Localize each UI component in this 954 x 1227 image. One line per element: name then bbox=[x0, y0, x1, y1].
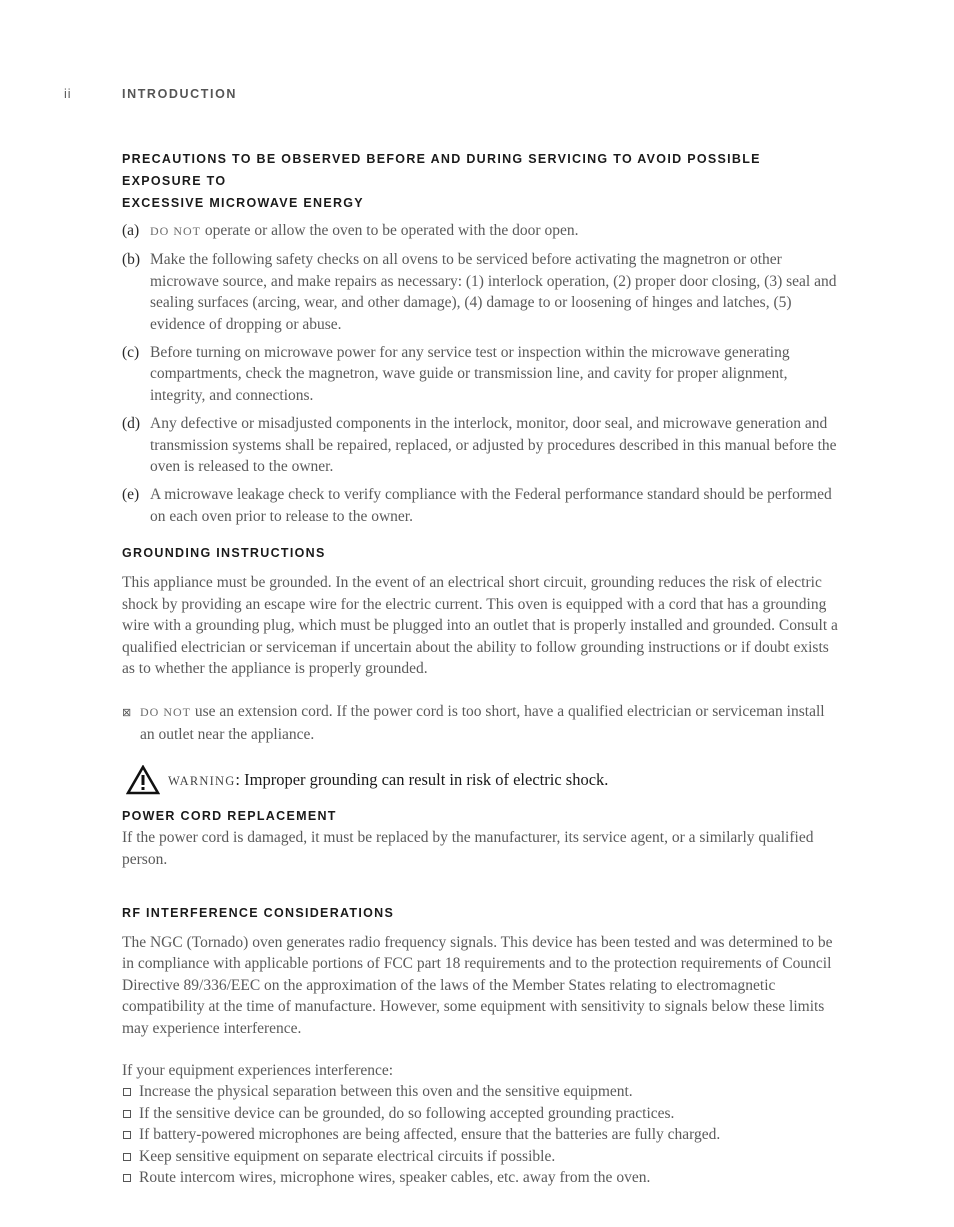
emphasis-do-not: DO NOT bbox=[140, 705, 191, 720]
list-item: If the sensitive device can be grounded, do so following accepted grounding practices. bbox=[122, 1103, 842, 1124]
precaution-item-b bbox=[122, 249, 842, 335]
precaution-item-e bbox=[122, 484, 842, 527]
precautions-heading-line1: PRECAUTIONS TO BE OBSERVED BEFORE AND DURING SERVICING TO AVOID POSSIBLE EXPOSURE TO bbox=[122, 152, 761, 188]
emphasis-do-not: DO NOT bbox=[150, 224, 201, 238]
square-bullet-icon bbox=[123, 1153, 131, 1161]
precaution-item-a bbox=[122, 220, 842, 242]
grounding-body: This appliance must be grounded. In the event of an electrical short circuit, grounding reduces the risk of electric shock by providing an escape wire for the electric current. This oven is equipped with a cord that has a grounding wire with a grounding plug, which must be plugged into an outlet that is properly installed and grounded. Consult a qualified electrician or serviceman if uncertain about the ability to follow grounding instructions or if doubt exists as to whether the appliance is properly grounded. bbox=[122, 574, 838, 677]
warning-text: : Improper grounding can result in risk of electric shock. bbox=[235, 770, 609, 790]
square-bullet-icon bbox=[123, 1110, 131, 1118]
item-text: operate or allow the oven to be operated with the door open. bbox=[201, 222, 579, 239]
item-label: (a) bbox=[122, 222, 140, 239]
warning-label: WARNING bbox=[168, 774, 236, 789]
item-text: Make the following safety checks on all ovens to be serviced before activating the magnetron or other microwave source, and make repairs as necessary: (1) interlock operation, (2) proper door closing, (3) seal and sealing surfaces (arcing, wear, and other damage), (4) damage to or loosening of hinges and latches, (5) evidence of dropping or abuse. bbox=[150, 251, 837, 333]
item-label: (d) bbox=[122, 415, 141, 433]
rf-body: The NGC (Tornado) oven generates radio frequency signals. This device has been tested and was determined to be in compliance with applicable portions of FCC part 18 requirements and to the protection requirements of Council Directive 89/336/EEC on the approximation of the laws of the Member States relating to electromagnetic compatibility at the time of manufacture. However, some equipment with sensitivity to signals below these limits may experience interference. bbox=[122, 933, 833, 1037]
list-item: If battery-powered microphones are being affected, ensure that the batteries are fully charged. bbox=[122, 1124, 842, 1145]
warning-callout bbox=[122, 763, 842, 797]
page-content bbox=[122, 148, 842, 1188]
power-cord-heading: POWER CORD REPLACEMENT bbox=[122, 809, 337, 824]
item-label: (c) bbox=[122, 344, 140, 362]
item-text: Any defective or misadjusted components in the interlock, monitor, door seal, and microwave generation and transmission systems shall be repaired, replaced, or adjusted by procedures described in this manual before the oven is released to the owner. bbox=[150, 415, 837, 476]
rf-intro: If your equipment experiences interference: bbox=[122, 1061, 394, 1079]
extension-cord-note bbox=[122, 701, 842, 745]
running-header: INTRODUCTION bbox=[122, 87, 238, 101]
power-cord-body: If the power cord is damaged, it must be replaced by the manufacturer, its service agent, or a similarly qualified person. bbox=[122, 829, 814, 868]
precaution-item-c bbox=[122, 342, 842, 406]
page-number: ii bbox=[64, 87, 72, 101]
item-text: A microwave leakage check to verify compliance with the Federal performance standard should be performed on each oven prior to release to the owner. bbox=[150, 486, 832, 525]
precaution-item-d bbox=[122, 413, 842, 477]
precautions-heading bbox=[122, 148, 842, 214]
precautions-list bbox=[122, 220, 842, 527]
square-bullet-icon bbox=[123, 1088, 131, 1096]
warning-triangle-icon bbox=[126, 765, 160, 795]
list-item: Keep sensitive equipment on separate electrical circuits if possible. bbox=[122, 1146, 842, 1167]
rf-bullet-list bbox=[122, 1081, 842, 1188]
list-item: Increase the physical separation between this oven and the sensitive equipment. bbox=[122, 1081, 842, 1102]
item-label: (e) bbox=[122, 486, 140, 504]
square-bullet-icon bbox=[123, 1174, 131, 1182]
item-label: (b) bbox=[122, 251, 141, 269]
list-item: Route intercom wires, microphone wires, speaker cables, etc. away from the oven. bbox=[122, 1167, 842, 1188]
item-text: Before turning on microwave power for any service test or inspection within the microwave generating compartments, check the magnetron, wave guide or transmission line, and cavity for proper alignment, integrity, and connections. bbox=[150, 344, 790, 404]
rf-heading: RF INTERFERENCE CONSIDERATIONS bbox=[122, 905, 395, 920]
grounding-heading: GROUNDING INSTRUCTIONS bbox=[122, 546, 326, 561]
checkbox-x-icon: ⊠ bbox=[122, 707, 132, 720]
note-text: use an extension cord. If the power cord is too short, have a qualified electrician or serviceman install an outlet near the appliance. bbox=[140, 703, 825, 743]
square-bullet-icon bbox=[123, 1131, 131, 1139]
precautions-heading-line2: EXCESSIVE MICROWAVE ENERGY bbox=[122, 196, 364, 210]
